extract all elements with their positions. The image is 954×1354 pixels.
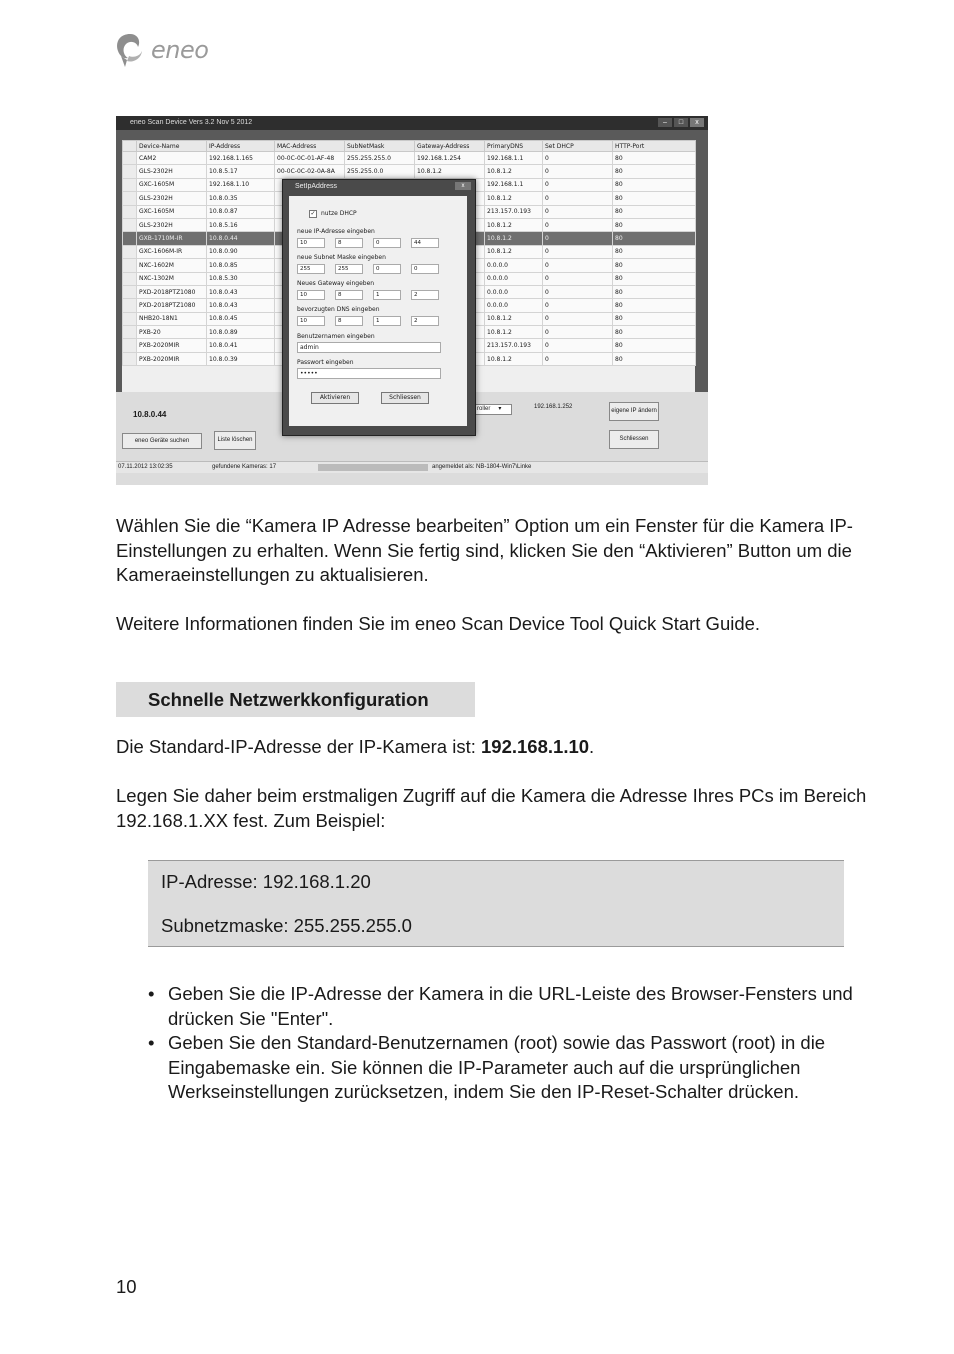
table-cell[interactable]: 10.8.5.16 bbox=[207, 218, 275, 231]
dialog-title: SetIpAddress bbox=[295, 183, 338, 190]
table-cell[interactable]: 0.0.0.0 bbox=[485, 272, 543, 285]
table-cell[interactable]: GLS-2302H bbox=[137, 192, 207, 205]
table-cell[interactable]: 00-0C-0C-02-0A-8A bbox=[275, 165, 345, 178]
example-mask: Subnetzmaske: 255.255.255.0 bbox=[161, 915, 412, 936]
section-heading-text: Schnelle Netzwerkkonfiguration bbox=[148, 689, 429, 710]
brand-name: eneo bbox=[151, 36, 209, 64]
example-ip: IP-Adresse: 192.168.1.20 bbox=[161, 871, 371, 892]
minimize-button[interactable]: – bbox=[658, 118, 672, 127]
table-cell[interactable]: 80 bbox=[613, 152, 696, 165]
controller-dropdown[interactable] bbox=[474, 404, 512, 415]
table-cell[interactable]: 00-0C-0C-01-AF-48 bbox=[275, 152, 345, 165]
column-header[interactable]: SubNetMask bbox=[345, 141, 415, 152]
table-cell[interactable]: 10.8.0.45 bbox=[207, 312, 275, 325]
table-cell[interactable]: PXD-2018PTZ1080 bbox=[137, 299, 207, 312]
table-cell[interactable]: 255.255.0.0 bbox=[345, 165, 415, 178]
table-cell[interactable]: 80 bbox=[613, 178, 696, 191]
mask-label: neue Subnet Maske eingeben bbox=[297, 254, 386, 261]
table-cell[interactable]: 0.0.0.0 bbox=[485, 299, 543, 312]
row-header[interactable] bbox=[123, 205, 137, 218]
table-cell[interactable]: PXD-2018PTZ1080 bbox=[137, 285, 207, 298]
list-item bbox=[148, 982, 883, 1031]
table-row[interactable] bbox=[123, 152, 696, 165]
table-cell[interactable]: 0 bbox=[543, 312, 613, 325]
table-cell[interactable]: 0.0.0.0 bbox=[485, 285, 543, 298]
table-cell[interactable]: 0 bbox=[543, 192, 613, 205]
controller-dropdown-value: roller bbox=[477, 406, 491, 412]
mask-octet-1[interactable]: 255 bbox=[297, 264, 325, 274]
default-ip-suffix: . bbox=[589, 736, 595, 757]
dhcp-label: nutze DHCP bbox=[321, 210, 357, 217]
intro-paragraph: Wählen Sie die “Kamera IP Adresse bearbeiten” Option um ein Fenster für die Kamera IP-Einstellungen zu erhalten. Wenn Sie fertig sind, klicken Sie den “Aktivieren” Button um die Kameraeinstellungen zu aktualisieren. bbox=[116, 515, 853, 585]
table-cell[interactable]: 10.8.0.43 bbox=[207, 285, 275, 298]
list-item bbox=[148, 1031, 883, 1105]
gateway-octet-3[interactable]: 1 bbox=[373, 290, 401, 300]
table-header-row bbox=[123, 141, 696, 152]
default-ip-prefix: Die Standard-IP-Adresse der IP-Kamera ist: bbox=[116, 736, 482, 757]
status-logged-in: angemeldet als: NB-1804-Win7\Linke bbox=[432, 464, 532, 470]
dns-octet-2[interactable]: 8 bbox=[335, 316, 363, 326]
row-header[interactable] bbox=[123, 232, 137, 245]
more-info-paragraph: Weitere Informationen finden Sie im eneo Scan Device Tool Quick Start Guide. bbox=[116, 613, 761, 634]
table-cell[interactable]: 213.157.0.193 bbox=[485, 205, 543, 218]
gateway-label: Neues Gateway eingeben bbox=[297, 280, 375, 287]
table-cell[interactable]: 10.8.0.44 bbox=[207, 232, 275, 245]
list-item-text: Geben Sie den Standard-Benutzernamen (root) sowie das Passwort (root) in die Eingabemaske ein. Sie können die IP-Parameter auch auf die ursprünglichen Werkseinstellungen zurücksetzen, indem Sie den IP-Reset-Schalter drücken. bbox=[168, 1032, 826, 1102]
table-cell[interactable]: 10.8.1.2 bbox=[485, 192, 543, 205]
table-cell[interactable]: 0 bbox=[543, 272, 613, 285]
table-cell[interactable]: 10.8.1.2 bbox=[485, 218, 543, 231]
row-header[interactable] bbox=[123, 312, 137, 325]
mask-octet-3[interactable]: 0 bbox=[373, 264, 401, 274]
ip-octet-3[interactable]: 0 bbox=[373, 238, 401, 248]
row-header-corner bbox=[123, 141, 137, 152]
window-titlebar bbox=[116, 116, 708, 130]
table-cell[interactable]: 10.8.5.30 bbox=[207, 272, 275, 285]
pc-address-paragraph: Legen Sie daher beim erstmaligen Zugriff auf die Kamera die Adresse Ihres PCs im Bereich 192.168.1.XX fest. Zum Beispiel: bbox=[116, 785, 867, 831]
row-header[interactable] bbox=[123, 218, 137, 231]
table-cell[interactable]: 80 bbox=[613, 326, 696, 339]
column-header[interactable]: HTTP-Port bbox=[613, 141, 696, 152]
table-cell[interactable]: 10.8.1.2 bbox=[485, 245, 543, 258]
table-cell[interactable]: 0 bbox=[543, 285, 613, 298]
dns-octet-1[interactable]: 10 bbox=[297, 316, 325, 326]
selected-ip: 10.8.0.44 bbox=[133, 410, 167, 419]
column-header[interactable]: Device-Name bbox=[137, 141, 207, 152]
table-cell[interactable]: 80 bbox=[613, 312, 696, 325]
table-cell[interactable]: 0 bbox=[543, 165, 613, 178]
table-cell[interactable]: 255.255.255.0 bbox=[345, 152, 415, 165]
table-cell[interactable]: 10.8.1.2 bbox=[415, 165, 485, 178]
clear-list-button[interactable]: Liste löschen bbox=[214, 431, 256, 450]
table-cell[interactable]: 0 bbox=[543, 205, 613, 218]
default-ip-paragraph bbox=[116, 735, 886, 760]
table-cell[interactable]: 80 bbox=[613, 339, 696, 352]
table-cell[interactable]: 10.8.1.2 bbox=[485, 326, 543, 339]
row-header[interactable] bbox=[123, 299, 137, 312]
dns-octet-3[interactable]: 1 bbox=[373, 316, 401, 326]
table-cell[interactable]: 0 bbox=[543, 152, 613, 165]
row-header[interactable] bbox=[123, 259, 137, 272]
gateway-octet-2[interactable]: 8 bbox=[335, 290, 363, 300]
table-cell[interactable]: 0.0.0.0 bbox=[485, 259, 543, 272]
table-cell[interactable]: 80 bbox=[613, 285, 696, 298]
bullet-icon: • bbox=[148, 983, 155, 1004]
table-cell[interactable]: 0 bbox=[543, 178, 613, 191]
table-cell[interactable]: 10.8.0.90 bbox=[207, 245, 275, 258]
table-cell[interactable]: 10.8.0.87 bbox=[207, 205, 275, 218]
row-header[interactable] bbox=[123, 339, 137, 352]
table-cell[interactable]: 0 bbox=[543, 232, 613, 245]
password-field[interactable]: ••••• bbox=[297, 368, 441, 379]
default-ip-value: 192.168.1.10 bbox=[481, 736, 590, 757]
row-header[interactable] bbox=[123, 165, 137, 178]
scan-device-screenshot bbox=[116, 116, 708, 485]
local-ip: 192.168.1.252 bbox=[534, 404, 573, 410]
column-header[interactable]: PrimaryDNS bbox=[485, 141, 543, 152]
row-header[interactable] bbox=[123, 152, 137, 165]
column-header[interactable]: IP-Address bbox=[207, 141, 275, 152]
username-label: Benutzernamen eingeben bbox=[297, 333, 375, 340]
dhcp-checkbox[interactable]: ✓ bbox=[310, 210, 316, 217]
dialog-body bbox=[289, 196, 467, 426]
table-cell[interactable]: 10.8.1.2 bbox=[485, 312, 543, 325]
row-header[interactable] bbox=[123, 326, 137, 339]
column-header[interactable]: Set DHCP bbox=[543, 141, 613, 152]
table-cell[interactable]: PXB-2020MIR bbox=[137, 352, 207, 365]
table-cell[interactable]: 10.8.1.2 bbox=[485, 232, 543, 245]
dns-label: bevorzugten DNS eingeben bbox=[297, 306, 380, 313]
column-header[interactable]: Gateway-Address bbox=[415, 141, 485, 152]
row-header[interactable] bbox=[123, 245, 137, 258]
status-found-count: gefundene Kameras: 17 bbox=[212, 464, 277, 470]
eneo-swirl-icon bbox=[113, 31, 147, 69]
chevron-down-icon: ▾ bbox=[498, 406, 502, 412]
ip-octet-1[interactable]: 10 bbox=[297, 238, 325, 248]
status-bar bbox=[116, 461, 708, 473]
table-cell[interactable]: GLS-2302H bbox=[137, 218, 207, 231]
window-title: eneo Scan Device Vers 3.2 Nov 5 2012 bbox=[130, 119, 253, 126]
row-header[interactable] bbox=[123, 285, 137, 298]
page-number: 10 bbox=[116, 1276, 137, 1297]
table-cell[interactable]: 0 bbox=[543, 259, 613, 272]
table-cell[interactable]: 0 bbox=[543, 218, 613, 231]
table-cell[interactable]: GXC-1605M bbox=[137, 178, 207, 191]
dns-octet-4[interactable]: 2 bbox=[411, 316, 439, 326]
table-cell[interactable]: NXC-1602M bbox=[137, 259, 207, 272]
table-cell[interactable]: 10.8.0.85 bbox=[207, 259, 275, 272]
dialog-close-button[interactable]: Schliessen bbox=[381, 392, 429, 404]
table-cell[interactable]: 80 bbox=[613, 192, 696, 205]
table-cell[interactable]: 213.157.0.193 bbox=[485, 339, 543, 352]
own-ip-button[interactable]: eigene IP ändern bbox=[609, 402, 659, 421]
row-header[interactable] bbox=[123, 272, 137, 285]
table-cell[interactable]: 10.8.1.2 bbox=[485, 165, 543, 178]
table-cell[interactable]: 0 bbox=[543, 352, 613, 365]
ip-octet-2[interactable]: 8 bbox=[335, 238, 363, 248]
table-cell[interactable]: 80 bbox=[613, 165, 696, 178]
table-cell[interactable]: 80 bbox=[613, 218, 696, 231]
username-field[interactable]: admin bbox=[297, 342, 441, 353]
maximize-button[interactable]: □ bbox=[674, 118, 688, 127]
table-cell[interactable]: 10.8.0.39 bbox=[207, 352, 275, 365]
password-label: Passwort eingeben bbox=[297, 359, 354, 366]
table-cell[interactable]: 80 bbox=[613, 205, 696, 218]
table-cell[interactable]: 10.8.0.41 bbox=[207, 339, 275, 352]
table-cell[interactable]: 80 bbox=[613, 259, 696, 272]
table-row[interactable] bbox=[123, 165, 696, 178]
table-cell[interactable]: GLS-2302H bbox=[137, 165, 207, 178]
search-devices-button[interactable]: eneo Geräte suchen bbox=[122, 433, 202, 449]
table-cell[interactable]: 0 bbox=[543, 339, 613, 352]
bullet-icon: • bbox=[148, 1032, 155, 1053]
table-cell[interactable]: 80 bbox=[613, 272, 696, 285]
table-cell[interactable]: NXC-1302M bbox=[137, 272, 207, 285]
section-heading bbox=[116, 682, 475, 717]
status-datetime: 07.11.2012 13:02:35 bbox=[118, 464, 173, 470]
row-header[interactable] bbox=[123, 178, 137, 191]
table-cell[interactable]: GXC-1605M bbox=[137, 205, 207, 218]
table-cell[interactable]: NHB20-18N1 bbox=[137, 312, 207, 325]
set-ip-dialog bbox=[282, 179, 476, 436]
progress-bar bbox=[318, 464, 428, 471]
table-cell[interactable]: 192.168.1.1 bbox=[485, 152, 543, 165]
table-cell[interactable]: 0 bbox=[543, 326, 613, 339]
table-cell[interactable]: 80 bbox=[613, 352, 696, 365]
table-cell[interactable]: 10.8.1.2 bbox=[485, 352, 543, 365]
table-cell[interactable]: 10.8.0.89 bbox=[207, 326, 275, 339]
table-cell[interactable]: 192.168.1.254 bbox=[415, 152, 485, 165]
window-close-button[interactable]: x bbox=[690, 118, 704, 127]
table-cell[interactable]: 10.8.0.43 bbox=[207, 299, 275, 312]
eneo-logo bbox=[113, 31, 208, 69]
row-header[interactable] bbox=[123, 352, 137, 365]
table-cell[interactable]: CAM2 bbox=[137, 152, 207, 165]
mask-octet-2[interactable]: 255 bbox=[335, 264, 363, 274]
table-cell[interactable]: PXB-20 bbox=[137, 326, 207, 339]
table-cell[interactable]: GXC-1606M-IR bbox=[137, 245, 207, 258]
table-cell[interactable]: GXB-1710M-IR bbox=[137, 232, 207, 245]
table-cell[interactable]: 192.168.1.10 bbox=[207, 178, 275, 191]
gateway-octet-1[interactable]: 10 bbox=[297, 290, 325, 300]
table-cell[interactable]: PXB-2020MIR bbox=[137, 339, 207, 352]
ip-label: neue IP-Adresse eingeben bbox=[297, 228, 375, 235]
table-cell[interactable]: 80 bbox=[613, 299, 696, 312]
example-box bbox=[148, 860, 844, 947]
instruction-list bbox=[148, 982, 883, 1105]
dialog-close-icon[interactable]: x bbox=[455, 182, 471, 190]
table-cell[interactable]: 192.168.1.165 bbox=[207, 152, 275, 165]
table-cell[interactable]: 192.168.1.1 bbox=[485, 178, 543, 191]
table-cell[interactable]: 10.8.5.17 bbox=[207, 165, 275, 178]
gateway-octet-4[interactable]: 2 bbox=[411, 290, 439, 300]
row-header[interactable] bbox=[123, 192, 137, 205]
table-cell[interactable]: 80 bbox=[613, 232, 696, 245]
list-item-text: Geben Sie die IP-Adresse der Kamera in die URL-Leiste des Browser-Fensters und drücken Sie "Enter". bbox=[168, 983, 853, 1029]
dialog-titlebar bbox=[283, 180, 475, 193]
table-cell[interactable]: 10.8.0.35 bbox=[207, 192, 275, 205]
table-cell[interactable]: 80 bbox=[613, 245, 696, 258]
close-app-button[interactable]: Schliessen bbox=[609, 430, 659, 449]
table-cell[interactable]: 0 bbox=[543, 245, 613, 258]
activate-button[interactable]: Aktivieren bbox=[311, 392, 359, 404]
mask-octet-4[interactable]: 0 bbox=[411, 264, 439, 274]
ip-octet-4[interactable]: 44 bbox=[411, 238, 439, 248]
table-cell[interactable]: 0 bbox=[543, 299, 613, 312]
column-header[interactable]: MAC-Address bbox=[275, 141, 345, 152]
